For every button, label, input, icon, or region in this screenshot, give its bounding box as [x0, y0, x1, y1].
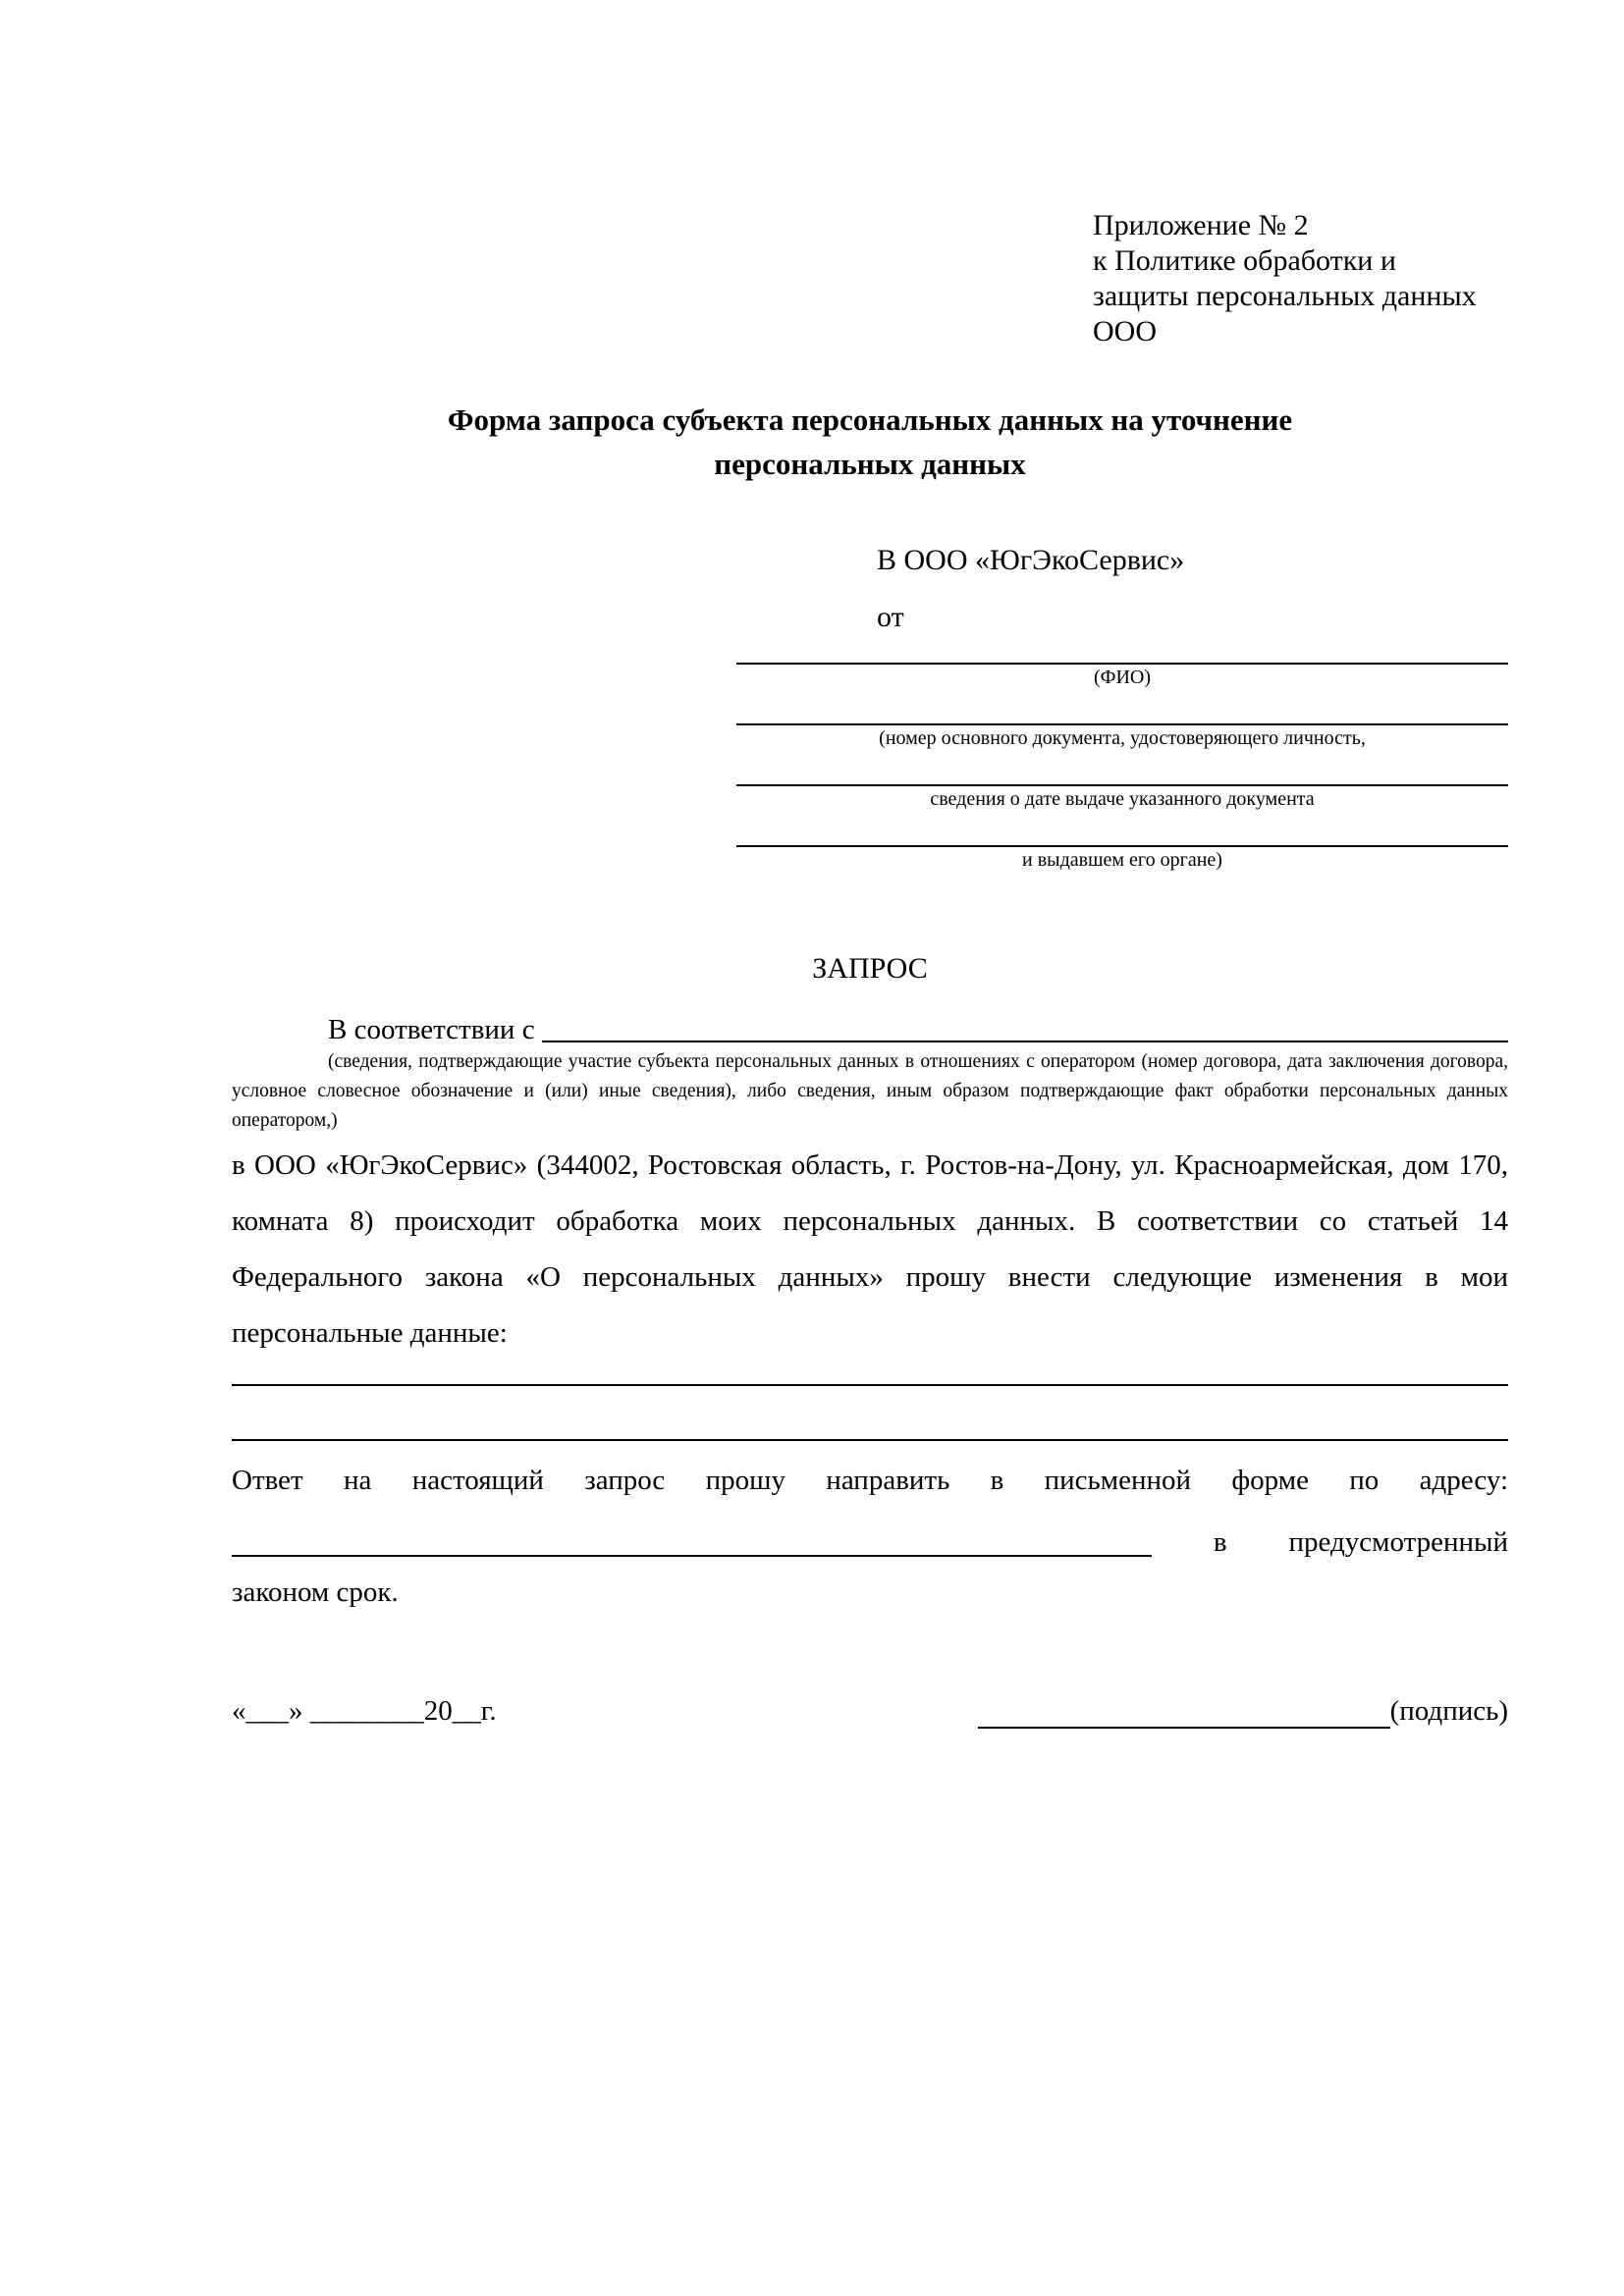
- issue-date-caption: сведения о дате выдаче указанного документа: [930, 788, 1315, 810]
- addressee-organization: В ООО «ЮгЭкоСервис»: [877, 544, 1185, 576]
- accordance-blank-line[interactable]: [542, 1012, 1508, 1042]
- document-title-line: персональных данных: [714, 447, 1026, 481]
- signature-caption: (подпись): [1389, 1695, 1508, 1727]
- document-content: [232, 0, 1508, 1729]
- response-request-text: Ответ на настоящий запрос прошу направить в письменной форме по адресу:: [232, 1465, 1508, 1496]
- changes-blank-line-1[interactable]: [232, 1362, 1508, 1386]
- field-issue-date: [736, 763, 1508, 812]
- signature-group: [978, 1693, 1508, 1729]
- document-title-line: Форма запроса субъекта персональных данных на уточнение: [447, 402, 1293, 437]
- body-paragraph: в ООО «ЮгЭкоСервис» (344002, Ростовская область, г. Ростов-на-Дону, ул. Красноармейская, дом 170, комната 8) происходит обработка моих персональных данных. В соответствии со статьей 14 Федерального закона «О персональных данных» прошу внести следующие изменения в мои персональные данные:: [232, 1149, 1508, 1349]
- from-label: от: [877, 601, 904, 633]
- appendix-line: ООО: [1093, 315, 1157, 347]
- appendix-line: к Политике обработки и: [1093, 244, 1396, 277]
- date-blank[interactable]: «___» ________20__г.: [232, 1695, 497, 1727]
- address-blank-line[interactable]: [232, 1527, 1152, 1557]
- document-number-caption: (номер основного документа, удостоверяющего личность,: [879, 727, 1366, 749]
- addressee-block: [877, 543, 1508, 635]
- document-title: [232, 398, 1508, 486]
- request-heading: ЗАПРОС: [812, 952, 928, 985]
- document-number-blank-line[interactable]: [736, 702, 1508, 725]
- response-request-tail: законом срок.: [232, 1576, 399, 1608]
- signature-blank-line[interactable]: [978, 1699, 1390, 1729]
- identity-fields: [736, 641, 1508, 873]
- issuing-authority-blank-line[interactable]: [736, 824, 1508, 847]
- issue-date-blank-line[interactable]: [736, 763, 1508, 786]
- accordance-row: [232, 1012, 1508, 1047]
- appendix-line: Приложение № 2: [1093, 209, 1309, 241]
- changes-blank-line-2[interactable]: [232, 1386, 1508, 1441]
- field-fio: [736, 641, 1508, 690]
- issuing-authority-caption: и выдавшем его органе): [1022, 849, 1222, 871]
- fio-caption: (ФИО): [1093, 667, 1151, 688]
- fio-blank-line[interactable]: [736, 641, 1508, 665]
- appendix-header: [1093, 208, 1508, 349]
- date-signature-row: [232, 1693, 1508, 1729]
- response-address-row: [232, 1509, 1508, 1565]
- accordance-footnote: (сведения, подтверждающие участие субъекта персональных данных в отношениях с оператором (номер договора, дата заключения договора, условное словесное обозначение и (или) иные сведения), либо сведения, иным образом подтверждающие факт обработки персональных данных оператором,): [232, 1051, 1508, 1131]
- response-word-in: в: [1213, 1526, 1227, 1558]
- accordance-lead-text: В соответствии с: [328, 1014, 542, 1045]
- response-request-paragraph: [232, 1453, 1508, 1621]
- field-issuing-authority: [736, 824, 1508, 873]
- appendix-line: защиты персональных данных: [1093, 280, 1477, 312]
- field-document-number: [736, 702, 1508, 751]
- response-word-stipulated: предусмотренный: [1288, 1526, 1508, 1558]
